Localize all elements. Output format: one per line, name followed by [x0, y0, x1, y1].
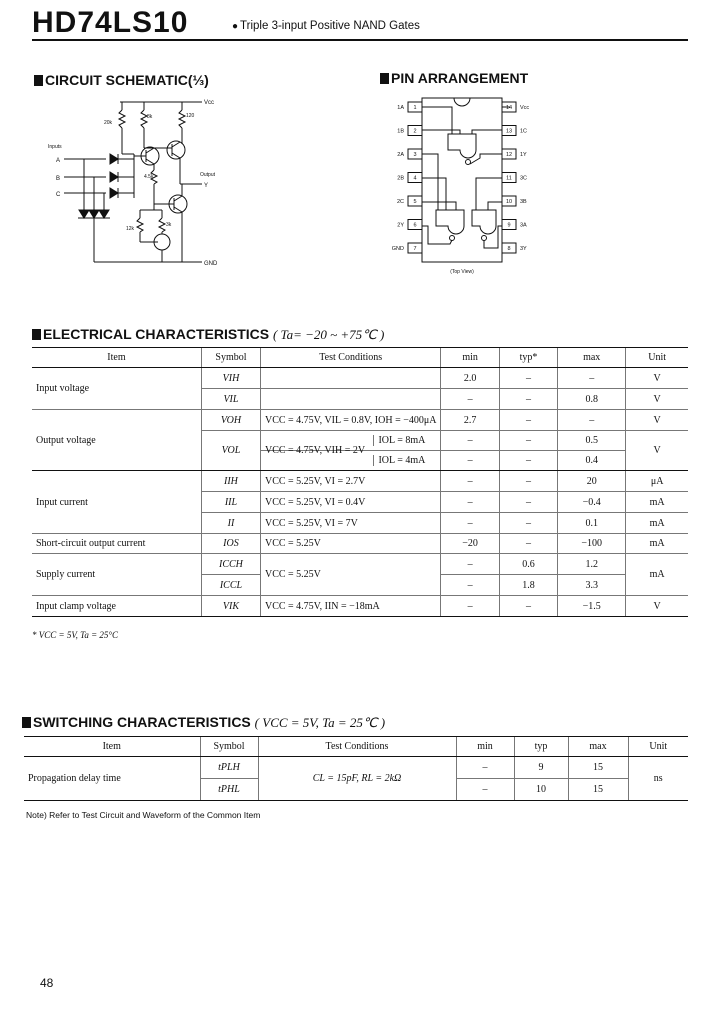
pin-label: 1C: [520, 128, 528, 135]
pin-label: 2B: [397, 175, 404, 182]
svg-text:120: 120: [186, 113, 195, 119]
table-header-row: Item Symbol Test Conditions min typ max Unit: [24, 737, 688, 757]
pin-number: 11: [506, 175, 512, 182]
resistor-20k: [119, 110, 125, 128]
svg-text:8k: 8k: [147, 114, 153, 120]
pin-number: 5: [413, 199, 417, 205]
ic-package: [422, 98, 502, 262]
pin-number: 8: [507, 246, 511, 252]
table-row: VIL – – 0.8 V: [32, 389, 688, 410]
pin-number: 10: [505, 199, 513, 205]
note-text: Note) Refer to Test Circuit and Waveform of the Common Item: [26, 810, 261, 820]
circuit-schematic: [40, 92, 230, 274]
svg-text:20k: 20k: [104, 120, 113, 126]
pin-arrangement-title: PIN ARRANGEMENT: [380, 70, 528, 86]
pin-number: 13: [505, 128, 513, 135]
pin-number: 4: [413, 175, 417, 182]
svg-text:12k: 12k: [126, 226, 135, 232]
table-row: tPHL – 10 15: [24, 779, 688, 801]
switching-title: SWITCHING CHARACTERISTICS ( VCC = 5V, Ta = 25℃ ): [22, 714, 385, 731]
pin-label: GND: [391, 246, 404, 252]
table-row: Short-circuit output current IOS VCC = 5.25V −20 – −100 mA: [32, 534, 688, 554]
pin-label: 1A: [397, 105, 404, 111]
part-subtitle: ● Triple 3-input Positive NAND Gates: [232, 20, 420, 32]
pin-label: 3Y: [520, 246, 527, 252]
part-number: HD74LS10: [32, 6, 189, 39]
schematic-title: CIRCUIT SCHEMATIC(⅓): [34, 72, 209, 88]
svg-text:GND: GND: [204, 261, 218, 267]
pin-label: Vcc: [520, 105, 530, 111]
package-notch: [454, 98, 470, 106]
diode: [110, 154, 118, 164]
table-row: Input current IIH VCC = 5.25V, VI = 2.7V – – 20 μA: [32, 471, 688, 492]
table-row: VOL IOL = 8mA – – 0.5 V: [32, 431, 688, 451]
table-row: VCC = 4.75V, VIH = 2V IOL = 4mA – – 0.4: [32, 451, 688, 471]
pin-number: 1: [413, 105, 417, 111]
svg-text:4.5k: 4.5k: [144, 174, 154, 180]
inversion-bubble: [482, 236, 487, 241]
pin-label: 2A: [397, 152, 404, 158]
pin-number: 2: [413, 128, 417, 135]
pin-label: 2Y: [397, 222, 404, 229]
nand-gate-3: [472, 210, 496, 234]
pin-number: 14: [505, 105, 513, 111]
inversion-bubble: [466, 160, 471, 165]
svg-text:3k: 3k: [166, 222, 172, 228]
page-number: 48: [40, 976, 54, 990]
svg-text:A: A: [56, 158, 61, 164]
resistor-12k: [137, 218, 143, 232]
pin-number: 6: [413, 222, 417, 229]
resistor-120: [179, 110, 185, 128]
svg-text:Y: Y: [204, 183, 209, 189]
pin-number: 9: [507, 222, 511, 229]
pin-number: 7: [413, 246, 417, 252]
diode: [110, 172, 118, 182]
switching-table: [24, 736, 688, 801]
table-row: Supply current ICCH VCC = 5.25V – 0.6 1.2 mA: [32, 554, 688, 575]
svg-text:C: C: [56, 192, 61, 198]
pin-label: 1B: [397, 128, 404, 135]
top-view-caption: (Top View): [450, 269, 474, 275]
clamp-diode: [79, 210, 89, 218]
pin-label: 3C: [520, 175, 528, 182]
pin-label: 2C: [396, 199, 404, 205]
svg-text:Output: Output: [200, 172, 216, 178]
table-header-row: Item Symbol Test Conditions min typ* max Unit: [32, 348, 688, 368]
table-row: II VCC = 5.25V, VI = 7V – – 0.1 mA: [32, 513, 688, 534]
pin-number: 3: [413, 152, 417, 158]
svg-text:B: B: [56, 176, 61, 182]
pin-label: 1Y: [520, 152, 527, 158]
svg-text:Inputs: Inputs: [48, 144, 62, 150]
table-row: Output voltage VOH VCC = 4.75V, VIL = 0.8V, IOH = −400μA 2.7 – – V: [32, 410, 688, 431]
pin-label: 3A: [520, 222, 527, 229]
table-row: Input clamp voltage VIK VCC = 4.75V, IIN = −18mA – – −1.5 V: [32, 596, 688, 617]
electrical-table: [32, 347, 688, 617]
table-row: ICCL – 1.8 3.3: [32, 575, 688, 596]
table-row: IIL VCC = 5.25V, VI = 0.4V – – −0.4 mA: [32, 492, 688, 513]
inversion-bubble: [450, 236, 455, 241]
electrical-footnote: * VCC = 5V, Ta = 25°C: [32, 630, 119, 640]
clamp-diode: [89, 210, 99, 218]
clamp-diode: [99, 210, 109, 218]
resistor-3k: [159, 218, 165, 232]
pin-number: 12: [505, 152, 513, 158]
nand-gate-1: [448, 134, 476, 158]
pin-diagram: [380, 92, 550, 278]
nand-gate-2: [436, 210, 464, 234]
diode: [110, 188, 118, 198]
vcc-label: Vcc: [204, 100, 215, 106]
electrical-title: ELECTRICAL CHARACTERISTICS ( Ta= −20 ~ +75℃ ): [32, 326, 384, 343]
table-row: Input voltage VIH 2.0 – – V: [32, 368, 688, 389]
header-rule: [32, 39, 688, 41]
pin-label: 3B: [520, 199, 527, 205]
table-row: Propagation delay time tPLH CL = 15pF, RL = 2kΩ – 9 15 ns: [24, 757, 688, 779]
